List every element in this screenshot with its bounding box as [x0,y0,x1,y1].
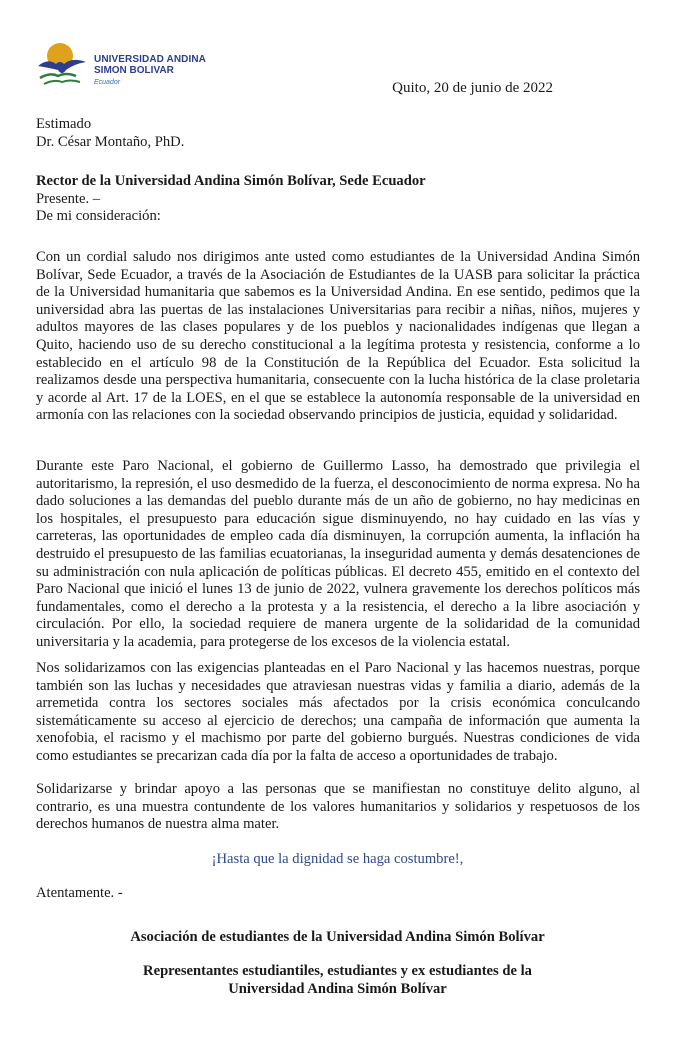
logo-line-3: Ecuador [94,79,121,86]
recipient-presente: Presente. – [36,190,101,207]
signature-line-1: Representantes estudiantiles, estudiantes y ex estudiantes de la [143,963,532,979]
signature-association: Asociación de estudiantes de la Universidad Andina Simón Bolívar [130,929,545,945]
signature-line-2: Universidad Andina Simón Bolívar [228,980,447,997]
body-paragraph-2: Durante este Paro Nacional, el gobierno de Guillermo Lasso, ha demostrado que privilegia el autoritarismo, la represión, el uso desmedido de la fuerza, el desconocimiento de norma expresa. No ha dado soluciones a las demandas del pueblo durante más de un año de gobierno, no hay medicinas en los hospitales, el presupuesto para educación sigue disminuyendo, no hay cuidado en las vías y carreteras, las oportunidades de empleo cada día disminuyen, la corrupción aumenta, la inflación ha destruido el presupuesto de las familias ecuatorianas, la inseguridad aumenta y demás desatenciones de su administración con nula aplicación de políticas públicas. El decreto 455, emitido en el contexto del Paro Nacional que inició el lunes 13 de junio de 2022, vulnera gravemente los derechos políticos más fundamentales, como el derecho a la protesta y a la resistencia, el derecho a la libre asociación y circulación. Por ello, la sociedad requiere de manera urgente de la solidaridad de la comunidad universitaria y la academia, para protegerse de los excesos de la violencia estatal. [36,458,640,650]
recipient-consideracion: De mi consideración: [36,208,161,225]
salutation-estimado: Estimado [36,116,92,132]
closing-atentamente: Atentamente. - [36,885,123,901]
recipient-block [36,173,640,226]
university-logo [36,40,221,92]
logo-text [94,54,206,88]
logo-line-1: UNIVERSIDAD ANDINA [94,54,206,65]
recipient-title: Rector de la Universidad Andina Simón Bolívar, Sede Ecuador [36,173,426,189]
logo-line-2: SIMON BOLIVAR [94,65,174,76]
salutation [36,116,640,151]
motto: ¡Hasta que la dignidad se haga costumbre!, [211,851,464,867]
body-paragraph-3: Nos solidarizamos con las exigencias planteadas en el Paro Nacional y las hacemos nuestras, porque también son las luchas y necesidades que atraviesan nuestras vidas y familia a diario, además de la arremetida contra los sectores sociales más afectados por la crisis económica conculcando sistemáticamente su acceso al ejercicio de derechos; una campaña de información que aumenta la xenofobia, el racismo y el machismo por parte del gobierno burgués. Nuestras condiciones de vida como estudiantes se precarizan cada día por la falta de acceso a oportunidades de trabajo. [36,660,640,764]
signature-representatives [0,963,675,998]
letter-date: Quito, 20 de junio de 2022 [392,80,553,96]
condor-sun-logo-icon [36,42,92,88]
salutation-name: Dr. César Montaño, PhD. [36,133,185,150]
body-paragraph-4: Solidarizarse y brindar apoyo a las personas que se manifiestan no constituye delito alguno, al contrario, es una muestra contundente de los valores humanitarios y solidarios y respetuosos de los derechos humanos de nuestra alma mater. [36,781,640,833]
body-paragraph-1: Con un cordial saludo nos dirigimos ante usted como estudiantes de la Universidad Andina Simón Bolívar, Sede Ecuador, a través de la Asociación de Estudiantes de la UASB para solicitar la práctica de la Universidad humanitaria que sabemos es la Universidad Andina. En ese sentido, pedimos que la universidad abra las puertas de las instalaciones Universitarias para recibir a niñas, niños, mujeres y adultos mayores de las clases populares y de los pueblos y nacionalidades indígenas que llegan a Quito, haciendo uso de su derecho constitucional a la legítima protesta y resistencia, conforme a lo establecido en el artículo 98 de la Constitución de la República del Ecuador. Esta solicitud la realizamos desde una perspectiva humanitaria, consecuente con la lucha histórica de la clase proletaria y acorde al Art. 17 de la LOES, en el que se establece la autonomía responsable de la universidad en armonía con las relaciones con la sociedad observando principios de justicia, equidad y solidaridad. [36,249,640,424]
